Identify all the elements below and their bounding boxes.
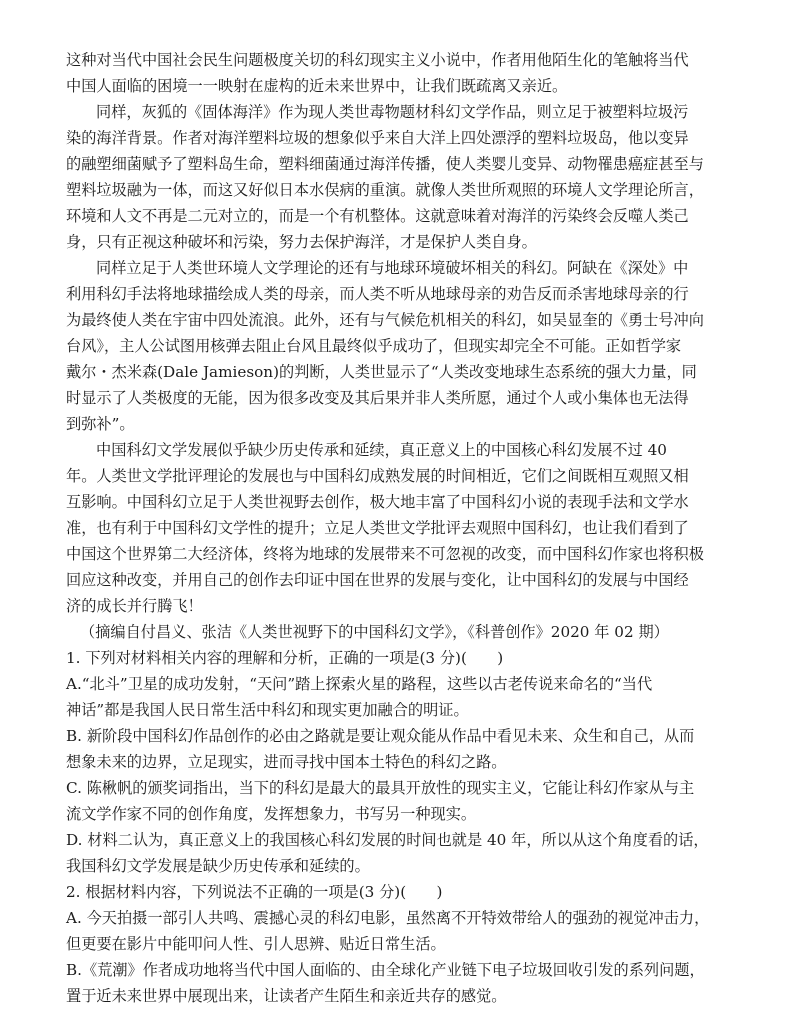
text-line: 中国这个世界第二大经济体，终将为地球的发展带来不可忽视的改变，而中国科幻作家也将积极 <box>66 545 704 563</box>
text-line: 时显示了人类极度的无能，因为很多改变及其后果并非人类所愿，通过个人或小集体也无法得 <box>66 389 689 407</box>
question-1-option-a: A.“北斗”卫星的成功发射，“天问”踏上探索火星的路程，这些以古老传说来命名的“当代 <box>66 675 653 693</box>
text-line: 环境和人文不再是二元对立的，而是一个有机整体。这就意味着对海洋的污染终会反噬人类己 <box>66 207 689 225</box>
text-line: 中国人面临的困境一一映射在虚构的近未来世界中，让我们既疏离又亲近。 <box>66 77 568 95</box>
text-line: 身，只有正视这种破坏和污染，努力去保护海洋，才是保护人类自身。 <box>66 233 537 251</box>
source-citation: （摘编自付昌义、张洁《人类世视野下的中国科幻文学》，《科普创作》2020 年 02 期） <box>80 623 669 641</box>
text-line: 互影响。中国科幻立足于人类世视野去创作，极大地丰富了中国科幻小说的表现手法和文学水 <box>66 493 689 511</box>
text-line: 济的成长并行腾飞！ <box>66 597 203 615</box>
text-line: 流文学作家不同的创作角度，发挥想象力，书写另一种现实。 <box>66 805 477 823</box>
question-2-stem: 2. 根据材料内容，下列说法不正确的一项是(3 分)( ) <box>66 883 443 901</box>
text-line: 置于近未来世界中展现出来，让读者产生陌生和亲近共存的感觉。 <box>66 987 507 1005</box>
text-line: 但更要在影片中能叩问人性、引人思辨、贴近日常生活。 <box>66 935 446 953</box>
text-line: 回应这种改变，并用自己的创作去印证中国在世界的发展与变化，让中国科幻的发展与中国经 <box>66 571 689 589</box>
paragraph-start-line: 同样，灰狐的《固体海洋》作为现人类世毒物题材科幻文学作品，则立足于被塑料垃圾污 <box>96 103 689 121</box>
text-line: 台风》，主人公试图用核弹去阻止台风且最终似乎成功了，但现实却完全不可能。正如哲学家 <box>66 337 682 355</box>
paragraph-start-line: 同样立足于人类世环境人文学理论的还有与地球环境破坏相关的科幻。阿缺在《深处》中 <box>96 259 689 277</box>
text-line: 到弥补”。 <box>66 415 135 433</box>
question-1-option-c: C. 陈楸帆的颁奖词指出，当下的科幻是最大的最具开放性的现实主义，它能让科幻作家从与主 <box>66 779 695 797</box>
text-line: 准，也有利于中国科幻文学性的提升；立足人类世文学批评去观照中国科幻，也让我们看到了 <box>66 519 689 537</box>
text-line: 的融塑细菌赋予了塑料岛生命，塑料细菌通过海洋传播，使人类婴儿变异、动物罹患癌症甚至与 <box>66 155 704 173</box>
text-line: 染的海洋背景。作者对海洋塑料垃圾的想象似乎来自大洋上四处漂浮的塑料垃圾岛，他以变异 <box>66 129 689 147</box>
text-line: 塑料垃圾融为一体，而这又好似日本水俣病的重演。就像人类世所观照的环境人文学理论所言， <box>66 181 704 199</box>
text-line: 想象未来的边界，立足现实，进而寻找中国本土特色的科幻之路。 <box>66 753 507 771</box>
text-line: 年。人类世文学批评理论的发展也与中国科幻成熟发展的时间相近，它们之间既相互观照又相 <box>66 467 689 485</box>
paragraph-start-line: 中国科幻文学发展似乎缺少历史传承和延续，真正意义上的中国核心科幻发展不过 40 <box>96 441 667 459</box>
text-line: 神话”都是我国人民日常生活中科幻和现实更加融合的明证。 <box>66 701 469 719</box>
text-line: 这种对当代中国社会民生问题极度关切的科幻现实主义小说中，作者用他陌生化的笔触将当代 <box>66 51 689 69</box>
text-line: 戴尔・杰米森(Dale Jamieson)的判断，人类世显示了“人类改变地球生态系统的强大力量，同 <box>66 363 697 381</box>
text-line: 我国科幻文学发展是缺少历史传承和延续的。 <box>66 857 370 875</box>
question-1-option-d: D. 材料二认为，真正意义上的我国核心科幻发展的时间也就是 40 年，所以从这个角度看的话， <box>66 831 709 849</box>
text-line: 利用科幻手法将地球描绘成人类的母亲，而人类不听从地球母亲的劝告反而杀害地球母亲的行 <box>66 285 689 303</box>
text-line: 为最终使人类在宇宙中四处流浪。此外，还有与气候危机相关的科幻，如吴显奎的《勇士号冲向 <box>66 311 704 329</box>
question-2-option-b: B.《荒潮》作者成功地将当代中国人面临的、由全球化产业链下电子垃圾回收引发的系列问题， <box>66 961 705 979</box>
question-2-option-a: A. 今天拍摄一部引人共鸣、震撼心灵的科幻电影，虽然离不开特效带给人的强劲的视觉冲击力， <box>66 909 710 927</box>
question-1-stem: 1. 下列对材料相关内容的理解和分析，正确的一项是(3 分)( ) <box>66 649 504 667</box>
question-1-option-b: B. 新阶段中国科幻作品创作的必由之路就是要让观众能从作品中看见未来、众生和自己，从而 <box>66 727 695 745</box>
